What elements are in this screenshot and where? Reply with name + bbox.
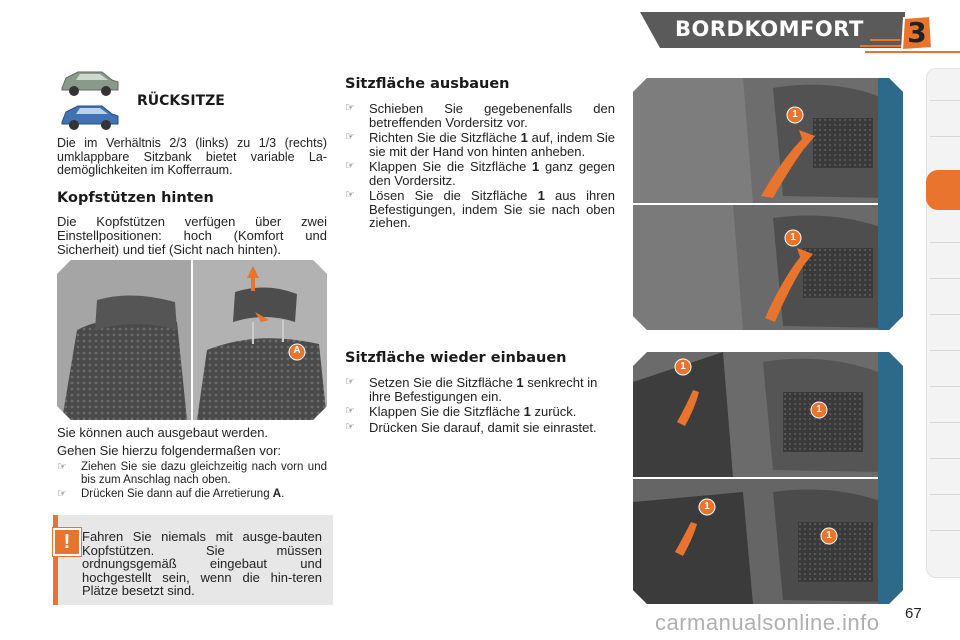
tab-divider: [930, 458, 960, 459]
tab-divider: [930, 530, 960, 531]
list-item: ☞ Schieben Sie gegebenenfalls den betreffenden Vordersitz vor.: [345, 101, 615, 130]
list-item: ☞ Lösen Sie die Sitzfläche 1 aus ihren Befestigungen, indem Sie sie nach oben ziehen.: [345, 188, 616, 230]
marker-1-label: 1: [704, 501, 710, 512]
list-item: ☞ Drücken Sie darauf, damit sie einrastet.: [345, 419, 597, 435]
car-grey-icon: [58, 64, 122, 98]
tab-divider: [930, 314, 960, 315]
section-title: RÜCKSITZE: [137, 93, 225, 109]
intro-paragraph: Die im Verhältnis 2/3 (links) zu 1/3 (rechts) umklappbare Sitzbank bietet variable La-demöglichkeiten im Kofferraum.: [57, 136, 327, 177]
tab-divider: [930, 386, 960, 387]
marker-1-label: 1: [816, 404, 822, 415]
headrest-steps-list: [57, 461, 327, 503]
chapter-tab-strip: [926, 68, 960, 578]
headrest-photo: [57, 260, 327, 420]
bullet-hand-icon: ☞: [345, 102, 355, 114]
warning-text: Fahren Sie niemals mit ausge-bauten Kopfstützen. Sie müssen ordnungsgemäß eingebaut und hochgestellt sein, wenn die hin-teren Plätze besetzt sind.: [82, 529, 322, 598]
list-item: ☞ Ziehen Sie sie dazu gleichzeitig nach vorn und bis zum Anschlag nach oben.: [57, 461, 327, 486]
install-steps-list: [345, 376, 615, 436]
bullet-hand-icon: ☞: [345, 420, 355, 433]
marker-1-label: 1: [826, 530, 832, 541]
warning-icon: !: [53, 528, 81, 556]
seat-removal-photo: [633, 78, 903, 330]
list-item: ☞ Setzen Sie die Sitzfläche 1 senkrecht in ihre Befestigungen ein.: [345, 375, 598, 404]
procedure-text: Gehen Sie hierzu folgendermaßen vor:: [57, 443, 282, 458]
tab-divider: [930, 100, 960, 101]
tab-divider: [930, 422, 960, 423]
list-item: ☞ Klappen Sie die Sitzfläche 1 zurück.: [345, 404, 577, 419]
seat-install-photo: [633, 352, 903, 604]
chapter-title: BORDKOMFORT: [675, 17, 864, 41]
bullet-hand-icon: ☞: [57, 461, 67, 473]
list-item: ☞ Drücken Sie dann auf die Arretierung A.: [57, 488, 285, 500]
page-number: 67: [905, 605, 922, 622]
list-item: ☞ Klappen Sie die Sitzfläche 1 ganz gegen den Vordersitz.: [345, 159, 615, 188]
bullet-hand-icon: ☞: [345, 405, 355, 417]
car-blue-icon: [58, 98, 122, 132]
marker-1-label: 1: [792, 109, 798, 120]
tab-divider: [930, 350, 960, 351]
remove-steps-list: [345, 102, 615, 232]
bullet-hand-icon: ☞: [345, 160, 355, 172]
watermark: carmanualsonline.info: [655, 610, 880, 635]
bullet-hand-icon: ☞: [345, 131, 355, 143]
bullet-hand-icon: ☞: [57, 488, 67, 500]
bullet-hand-icon: ☞: [345, 376, 355, 388]
marker-a-label: A: [293, 345, 301, 356]
removable-text: Sie können auch ausgebaut werden.: [57, 425, 269, 440]
headrest-heading: Kopfstützen hinten: [57, 190, 214, 206]
tab-divider: [930, 278, 960, 279]
tab-divider: [930, 136, 960, 137]
marker-1-label: 1: [680, 361, 686, 372]
install-heading: Sitzfläche wieder einbauen: [345, 350, 567, 366]
tab-divider: [930, 494, 960, 495]
headrest-paragraph: Die Kopfstützen verfügen über zwei Einstellpositionen: hoch (Komfort und Sicherheit) und tief (Sicht nach hinten).: [57, 214, 327, 257]
bullet-hand-icon: ☞: [345, 189, 355, 201]
tab-divider: [930, 242, 960, 243]
remove-heading: Sitzfläche ausbauen: [345, 76, 510, 92]
chapter-number: 3: [907, 16, 927, 49]
tab-chapter-3[interactable]: [926, 170, 960, 210]
marker-1-label: 1: [790, 232, 796, 243]
list-item: ☞ Richten Sie die Sitzfläche 1 auf, indem Sie sie mit der Hand von hinten anheben.: [345, 130, 615, 159]
